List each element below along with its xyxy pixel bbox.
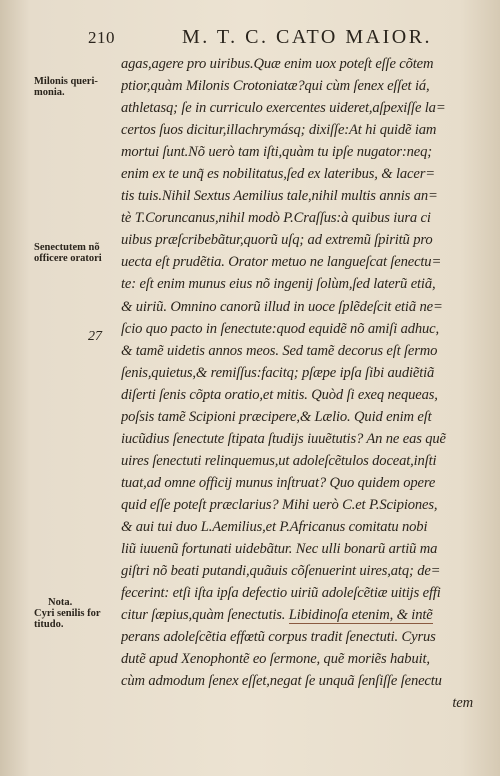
margin-note-line: monia. bbox=[34, 87, 65, 98]
text-line: poſsis tamẽ Scipioni præcipere,& Lælio. Quid enim eſt bbox=[121, 408, 432, 425]
text-line: agas,agere pro uiribus.Quæ enim uox poteſt eſſe cõtem bbox=[121, 56, 434, 72]
text-line: enim ex te unq̃ es nobilitatus,ſed ex lateribus, & lacer= bbox=[121, 166, 435, 183]
text-line: ſcio quo pacto in ſenectute:quod equidẽ nõ amiſi adhuc, bbox=[121, 320, 440, 337]
text-line: dutẽ apud Xenophontẽ eo ſermone, quẽ moriẽs habuit, bbox=[121, 651, 430, 668]
margin-note-senectutem bbox=[34, 242, 124, 264]
margin-note-nota bbox=[34, 597, 124, 630]
text-line: uecta eſt prudẽtia. Orator metuo ne langueſcat ſenectu= bbox=[121, 254, 442, 271]
text-line: tis tuis.Nihil Sextus Aemilius tale,nihil multis annis an= bbox=[121, 188, 438, 205]
margin-note-line: officere oratori bbox=[34, 253, 102, 264]
running-title: M. T. C. CATO MAIOR. bbox=[182, 26, 433, 48]
margin-note-line: Milonis queri- bbox=[34, 76, 98, 87]
text-line: athletasq; ſe in curriculo exercentes uideret,aſpexiſſe la= bbox=[121, 100, 446, 117]
text-segment: citur ſæpius,quàm ſenectutis. bbox=[121, 607, 286, 624]
page-number: 210 bbox=[88, 28, 115, 47]
text-line: & uiriũ. Omnino canorũ illud in uoce ſplẽdeſcit etiã ne= bbox=[121, 298, 443, 315]
text-line: quid eſſe poteſt præclarius? Mihi uerò C.et P.Scipiones, bbox=[121, 496, 438, 513]
text-line: mortui ſunt.Nõ uerò tam iſti,quàm tu ipſe nugator:neq; bbox=[121, 144, 432, 161]
text-line-catchword: tem bbox=[452, 695, 473, 712]
text-line: ſenis,quietus,& remiſſus:facitq; pſæpe ipſa ſibi audiẽtiã bbox=[121, 364, 435, 381]
margin-note-line: Nota. bbox=[48, 597, 73, 608]
text-line: perans adoleſcẽtia effœtũ corpus tradit ſenectuti. Cyrus bbox=[121, 629, 436, 646]
text-line: te: eſt enim munus eius nõ ingenij ſolùm,ſed laterũ etiã, bbox=[121, 276, 436, 293]
page-header bbox=[0, 28, 500, 52]
body-text bbox=[121, 53, 483, 714]
text-line: giſtri nõ beati putandi,quãuis cõſenuerint uires,atq; de= bbox=[121, 563, 441, 580]
text-line: tuat,ad omne officij munus inſtruat? Quo quidem opere bbox=[121, 474, 436, 491]
text-line: liũ iuuenũ fortunati uidebãtur. Nec ulli bonarũ artiũ ma bbox=[121, 541, 438, 558]
verse-number: 27 bbox=[88, 329, 102, 344]
text-line: tè T.Coruncanus,nihil modò P.Craſſus:à quibus iura ci bbox=[121, 210, 431, 227]
text-line: ptior,quàm Milonis Crotoniatæ?qui cùm ſenex eſſet iá, bbox=[121, 78, 430, 95]
text-line: iucũdius ſenectute ſtipata ſtudijs iuuẽtutis? An ne eas quẽ bbox=[121, 430, 446, 447]
margin-note-line: titudo. bbox=[34, 619, 64, 630]
underlined-phrase: Libidinoſa etenim, & intẽ bbox=[288, 607, 433, 624]
margin-note-line: Senectutem nõ bbox=[34, 242, 100, 253]
text-line: certos ſuos dicitur,illachrymásq; dixiſſe:At hi quidẽ iam bbox=[121, 122, 437, 139]
text-line: diſerti ſenis cõpta oratio,et mitis. Quòd ſi exeq nequeas, bbox=[121, 386, 438, 403]
text-line: cùm admodum ſenex eſſet,negat ſe unquã ſenſiſſe ſenectu bbox=[121, 673, 442, 690]
margin-note-milonis bbox=[34, 76, 124, 98]
text-line: uibus præſcribebãtur,quorũ uſq; ad extremũ ſpiritũ pro bbox=[121, 232, 433, 249]
text-line bbox=[121, 604, 483, 626]
text-line: & aui tui duo L.Aemilius,et P.Africanus comitatu nobi bbox=[121, 518, 428, 535]
text-line: & tamẽ uidetis annos meos. Sed tamẽ decorus eſt ſermo bbox=[121, 342, 438, 359]
margin-note-line: Cyri senilis for bbox=[34, 608, 101, 619]
text-line: uires ſenectuti relinquemus,ut adoleſcẽtulos doceat,inſti bbox=[121, 452, 437, 469]
text-line: fecerint: etſi iſta ipſa defectio uiriũ adoleſcẽtiæ uitijs effi bbox=[121, 585, 441, 602]
